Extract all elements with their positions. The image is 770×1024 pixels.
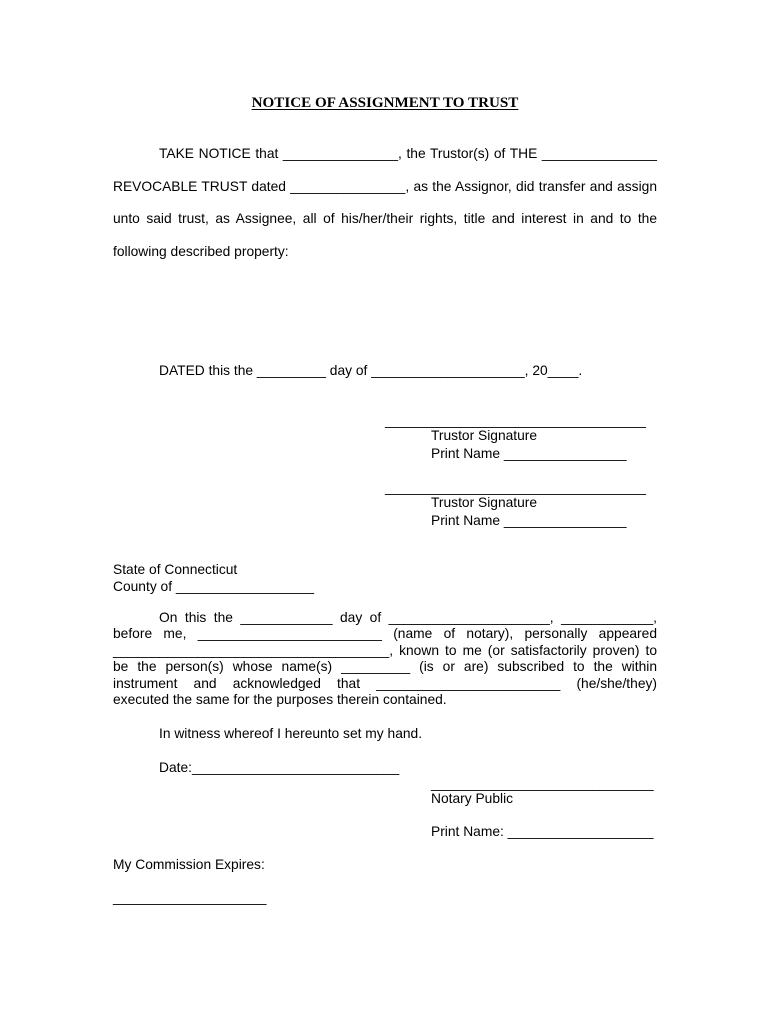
acknowledgment-paragraph: [113, 610, 657, 708]
notary-signature-line: _____________________________: [431, 776, 654, 791]
witness-statement: In witness whereof I hereunto set my hand.: [159, 726, 423, 741]
notice-paragraph-line: TAKE NOTICE that _______________, the Trustor(s) of THE _______________: [159, 146, 657, 161]
trustor-signature-block: [385, 480, 657, 530]
trustor-print-name: Print Name ________________: [431, 446, 627, 461]
notice-paragraph-line: following described property:: [113, 244, 289, 260]
trustor-print-name: Print Name ________________: [431, 513, 627, 528]
notice-paragraph-line: REVOCABLE TRUST dated _______________, as the Assignor, did transfer and assign: [113, 178, 657, 194]
acknowledgment-line: instrument and acknowledged that ________________________ (he/she/they): [113, 675, 657, 691]
notary-print-name: Print Name: ___________________: [431, 824, 654, 839]
trustor-signature-line: __________________________________: [385, 413, 646, 428]
notice-paragraph-line: unto said trust, as Assignee, all of his/her/their rights, title and interest in and to the: [113, 211, 657, 227]
acknowledgment-line: On this the ____________ day of _____________________, ____________,: [159, 610, 657, 625]
commission-expires-line: ____________________: [113, 890, 267, 905]
trustor-signature-label: Trustor Signature: [431, 428, 538, 443]
trustor-signature-label: Trustor Signature: [431, 495, 538, 510]
trustor-signature-block: [385, 413, 657, 463]
notary-public-label: Notary Public: [431, 791, 514, 806]
notice-paragraph: [113, 138, 657, 269]
acknowledgment-line: ____________________________________, known to me (or satisfactorily proven) to: [113, 642, 657, 658]
county-line: County of __________________: [113, 579, 315, 594]
trustor-signature-line: __________________________________: [385, 480, 646, 495]
state-line: State of Connecticut: [113, 562, 238, 577]
acknowledgment-line: executed the same for the purposes therein contained.: [113, 691, 447, 707]
dated-line: DATED this the _________ day of ____________________, 20____.: [159, 363, 583, 378]
document-title: NOTICE OF ASSIGNMENT TO TRUST: [251, 95, 519, 111]
notary-signature-block: [431, 776, 657, 840]
commission-expires-label: My Commission Expires:: [113, 857, 265, 872]
acknowledgment-line: before me, ________________________ (name of notary), personally appeared: [113, 626, 657, 642]
acknowledgment-line: be the person(s) whose name(s) _________ (is or are) subscribed to the within: [113, 659, 657, 675]
notary-date-line: Date:___________________________: [159, 760, 400, 775]
